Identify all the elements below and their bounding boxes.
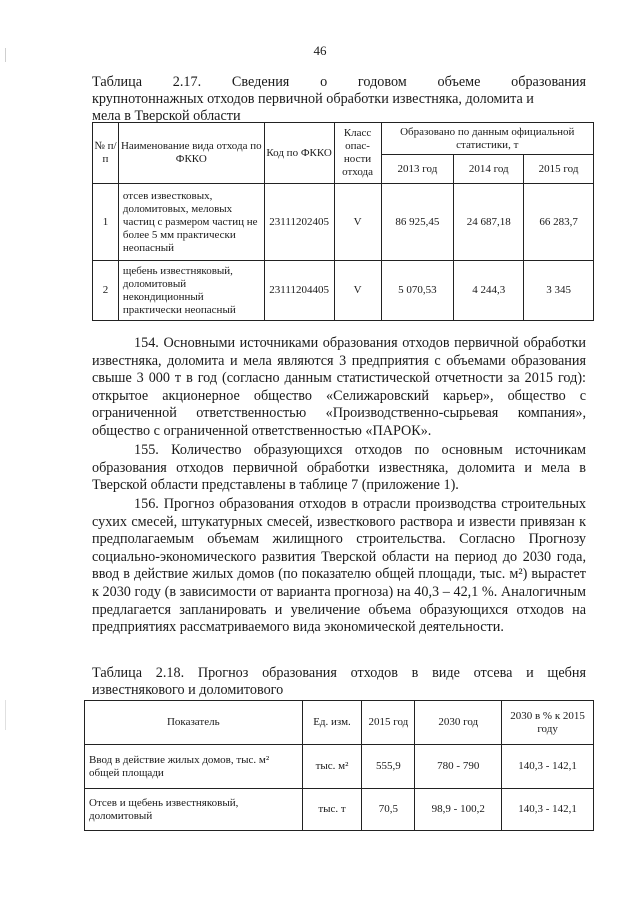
row-2015: 3 345 <box>524 261 594 321</box>
table1-caption-line3: мела в Тверской области <box>92 108 241 124</box>
row-2015: 555,9 <box>362 745 415 789</box>
row-2013: 5 070,53 <box>381 261 454 321</box>
row-indicator: Отсев и щебень известняковый, доломитовый <box>85 789 303 831</box>
row-class: V <box>334 261 381 321</box>
header-stats-group: Образовано по данным официальной статистики, т <box>381 123 593 155</box>
page-number: 46 <box>313 43 327 58</box>
header-2013: 2013 год <box>381 155 454 184</box>
row-2013: 86 925,45 <box>381 184 454 261</box>
row-unit: тыс. т <box>302 789 362 831</box>
row-pct: 140,3 - 142,1 <box>502 745 594 789</box>
row-num: 1 <box>93 184 119 261</box>
row-class: V <box>334 184 381 261</box>
row-code: 23111204405 <box>264 261 334 321</box>
row-num: 2 <box>93 261 119 321</box>
table1-caption-line1: Таблица 2.17. Сведения о годовом объеме образования <box>92 74 586 90</box>
table1 <box>92 122 594 321</box>
table-row <box>85 745 594 789</box>
header-2015: 2015 год <box>362 701 415 745</box>
table1-caption-line2: крупнотоннажных отходов первичной обработки известняка, доломита и <box>92 91 534 107</box>
header-2014: 2014 год <box>454 155 524 184</box>
header-code: Код по ФККО <box>264 123 334 184</box>
table2-caption-line2: известнякового и доломитового <box>92 682 284 698</box>
row-2014: 4 244,3 <box>454 261 524 321</box>
row-2015: 66 283,7 <box>524 184 594 261</box>
row-unit: тыс. м² <box>302 745 362 789</box>
header-class: Класс опас-ности отхода <box>334 123 381 184</box>
row-name: щебень известняковый, доломитовый некондиционный практически неопасный <box>118 261 264 321</box>
header-num: № п/п <box>93 123 119 184</box>
table-row <box>93 261 594 321</box>
header-2030: 2030 год <box>415 701 502 745</box>
paragraph-156: 156. Прогноз образования отходов в отрасли производства строительных сухих смесей, штукатурных смесей, известкового раствора и извести привязан к предполагаемым объемам жилищного строительства. Согласно Прогнозу социально-экономического развития Тверской области на период до 2030 года, ввод в действие жилых домов (по показателю общей площади, тыс. м²) вырастет к 2030 году (в зависимости от варианта прогноза) на 40,3 – 42,1 %. Аналогичным предлагается запланировать и увеличение объема образующихся отходов на предприятиях рассматриваемого вида экономической деятельности. <box>92 496 586 636</box>
row-indicator: Ввод в действие жилых домов, тыс. м² общей площади <box>85 745 303 789</box>
row-2014: 24 687,18 <box>454 184 524 261</box>
header-pct: 2030 в % к 2015 году <box>502 701 594 745</box>
row-pct: 140,3 - 142,1 <box>502 789 594 831</box>
header-unit: Ед. изм. <box>302 701 362 745</box>
header-indicator: Показатель <box>85 701 303 745</box>
header-2015: 2015 год <box>524 155 594 184</box>
row-2030: 780 - 790 <box>415 745 502 789</box>
table1-caption <box>92 74 586 125</box>
header-name: Наименование вида отхода по ФККО <box>118 123 264 184</box>
row-2015: 70,5 <box>362 789 415 831</box>
table-row <box>93 184 594 261</box>
row-name: отсев известковых, доломитовых, меловых частиц с размером частиц не более 5 мм практически неопасный <box>118 184 264 261</box>
paragraph-154: 154. Основными источниками образования отходов первичной обработки известняка, доломита и мела являются 3 предприятия с объемами образования свыше 3 000 т в год (согласно данным статистической отчетности за 2015 год): открытое акционерное общество «Селижаровский карьер», общество с ограниченной ответственностью «Производственно-сырьевая компания», общество с ограниченной ответственностью «ПАРОК». <box>92 335 586 439</box>
margin-mark <box>5 700 6 730</box>
row-code: 23111202405 <box>264 184 334 261</box>
table-row <box>85 789 594 831</box>
paragraph-155: 155. Количество образующихся отходов по основным источникам образования отходов первичной обработки известняка, доломита и мела в Тверской области представлены в таблице 7 (приложение 1). <box>92 442 586 494</box>
table2-caption <box>92 665 586 699</box>
row-2030: 98,9 - 100,2 <box>415 789 502 831</box>
table2 <box>84 700 594 831</box>
table2-caption-line1: Таблица 2.18. Прогноз образования отходов в виде отсева и щебня <box>92 665 586 681</box>
